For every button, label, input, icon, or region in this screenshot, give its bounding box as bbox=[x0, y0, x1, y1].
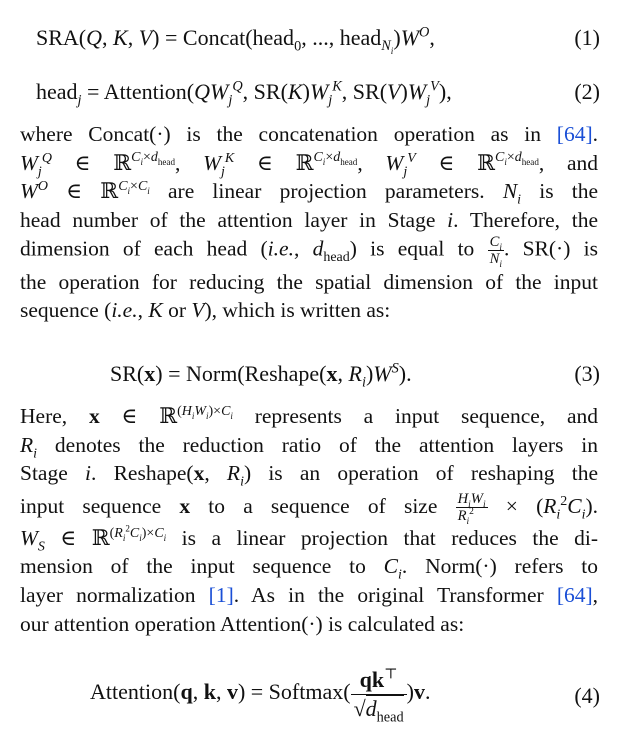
equation-4 bbox=[0, 660, 600, 730]
para1-line-6: the operation for reducing the spatial dimension of the input bbox=[20, 269, 598, 294]
para1-line-4: head number of the attention layer in Stage i. Therefore, the bbox=[20, 207, 599, 232]
equation-4-number: (4) bbox=[574, 683, 600, 708]
para2-line-3: Stage i. Reshape(x, $R_i$) is an operation of reshaping the bbox=[20, 461, 598, 490]
equation-2-number: (2) bbox=[574, 79, 600, 104]
fraction-hw-over-r2: $\frac{H_iW_i}{R_i^2}$ bbox=[457, 491, 486, 528]
para1-line-1: where Concat(·) is the concatenation operation as in [64]. bbox=[20, 122, 598, 146]
equation-2-body: head$_j$ = $Attention(QW_j^Q$, $SR(K)W_j^K$, $SR(V)W_j^V$), bbox=[36, 78, 452, 109]
para2-line-8: our attention operation Attention(·) is calculated as: bbox=[20, 611, 465, 636]
para1-line-7: sequence (i.e., K or V), which is written as: bbox=[20, 298, 391, 323]
para1-line-3: $W^O$ ∈ ℝ$^{C_i\times C_i}$ are linear projection parameters. $N_i$ is the bbox=[20, 179, 599, 208]
para2-line-7: layer normalization [1]. As in the original Transformer [64], bbox=[20, 582, 599, 607]
fraction-qk-over-sqrt-d: qk⊤ $√d_{head}$ bbox=[351, 666, 407, 722]
para2-line-6: mension of the input sequence to $C_i$. Norm(·) refers to bbox=[20, 554, 599, 583]
equation-1-body: SRA(Q, K, V) = Concat(head$_0$, ..., $head_{N_i})W^O$, bbox=[36, 24, 435, 58]
para2-line-1: Here, x ∈ ℝ$^{(H_iW_i)\times C_i}$ represents a input sequence, and bbox=[20, 403, 598, 428]
para1-line-5: dimension of each head (i.e., $d_{head}$) is equal to $\frac{C_i}{N_i}$ . SR(·) is bbox=[20, 234, 598, 271]
para1-line-2: $W_j^Q$ ∈ ℝ$^{C_i\times d_{head}}$, $W_j^K$ ∈ ℝ$^{C_i\times d_{head}}$, $W_j^V$ ∈ ℝ$^{C_i\times d_{head}}$, and bbox=[20, 150, 599, 179]
paragraph-1 bbox=[20, 120, 598, 325]
citation-1[interactable]: [1] bbox=[208, 582, 234, 607]
para2-line-2: $R_i$ denotes the reduction ratio of the attention layers in bbox=[20, 432, 599, 461]
equation-4-body: Attention(q, k, v) = Softmax( qk⊤ $√d_{head}$ )v. bbox=[90, 666, 431, 725]
para2-line-5: $W_S$ ∈ ℝ$^{(R_i^2C_i)\times C_i}$ is a linear projection that reduces the di- bbox=[20, 522, 598, 555]
citation-64-b[interactable]: [64] bbox=[556, 582, 593, 607]
equation-3-number: (3) bbox=[574, 361, 600, 386]
paragraph-2 bbox=[20, 402, 598, 638]
para2-line-4: input sequence x to a sequence of size $\frac{H_iW_i}{R_i^2}$ × $(R_i^2C_i)$. bbox=[20, 491, 599, 528]
equation-3-body: SR(x) = Norm(Reshape(x, $R_i)W^S$). bbox=[110, 360, 412, 391]
equation-1-number: (1) bbox=[574, 25, 600, 50]
fraction-ci-over-ni: $\frac{C_i}{N_i}$ bbox=[489, 234, 502, 271]
citation-64[interactable]: [64] bbox=[556, 122, 593, 146]
